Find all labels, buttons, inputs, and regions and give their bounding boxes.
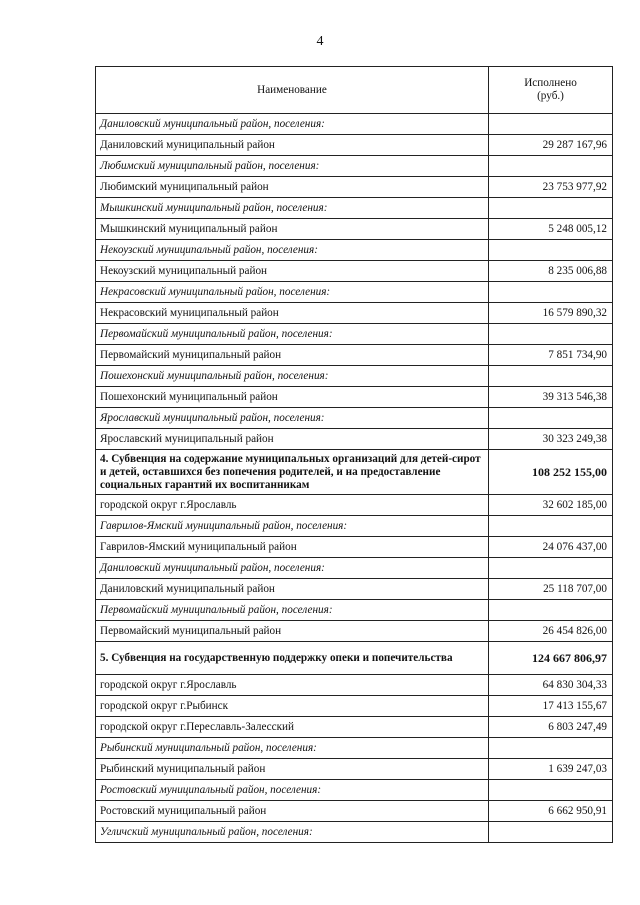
district-subheading-row xyxy=(96,114,613,135)
row-name: Даниловский муниципальный район xyxy=(96,135,489,156)
row-amount: 25 118 707,00 xyxy=(489,579,613,600)
row-amount xyxy=(489,114,613,135)
district-subheading-row xyxy=(96,738,613,759)
district-subheading-row xyxy=(96,282,613,303)
district-subheading-row xyxy=(96,198,613,219)
table-row xyxy=(96,387,613,408)
district-subheading-row xyxy=(96,600,613,621)
row-amount xyxy=(489,516,613,537)
table-row xyxy=(96,537,613,558)
district-subheading-row xyxy=(96,240,613,261)
table-header-row xyxy=(96,67,613,114)
row-amount: 124 667 806,97 xyxy=(489,642,613,675)
row-amount: 1 639 247,03 xyxy=(489,759,613,780)
row-amount xyxy=(489,738,613,759)
row-name: Ростовский муниципальный район xyxy=(96,801,489,822)
row-name: 5. Субвенция на государственную поддержку опеки и попечительства xyxy=(96,642,489,675)
table-row xyxy=(96,219,613,240)
row-name: Рыбинский муниципальный район xyxy=(96,759,489,780)
row-amount xyxy=(489,366,613,387)
table-row xyxy=(96,135,613,156)
row-amount xyxy=(489,558,613,579)
table-row xyxy=(96,579,613,600)
district-subheading-row xyxy=(96,324,613,345)
row-name: Некрасовский муниципальный район xyxy=(96,303,489,324)
row-amount: 6 662 950,91 xyxy=(489,801,613,822)
row-name: Гаврилов-Ямский муниципальный район xyxy=(96,537,489,558)
table-row xyxy=(96,696,613,717)
section-total-row xyxy=(96,450,613,495)
row-amount xyxy=(489,198,613,219)
district-subheading-row xyxy=(96,822,613,843)
table-row xyxy=(96,759,613,780)
row-name: Первомайский муниципальный район, поселения: xyxy=(96,324,489,345)
row-name: Даниловский муниципальный район, поселения: xyxy=(96,558,489,579)
row-amount: 64 830 304,33 xyxy=(489,675,613,696)
row-amount: 24 076 437,00 xyxy=(489,537,613,558)
row-amount: 29 287 167,96 xyxy=(489,135,613,156)
table-row xyxy=(96,801,613,822)
row-name: Ростовский муниципальный район, поселения: xyxy=(96,780,489,801)
row-name: Даниловский муниципальный район, поселения: xyxy=(96,114,489,135)
row-name: Пошехонский муниципальный район, поселения: xyxy=(96,366,489,387)
row-amount xyxy=(489,600,613,621)
district-subheading-row xyxy=(96,516,613,537)
row-name: Любимский муниципальный район xyxy=(96,177,489,198)
row-name: 4. Субвенция на содержание муниципальных организаций для детей-сирот и детей, оставшихся без попечения родителей, и на предоставление социальных гарантий их воспитанникам xyxy=(96,450,489,495)
row-name: городской округ г.Ярославль xyxy=(96,495,489,516)
table-body xyxy=(96,114,613,843)
row-name: Первомайский муниципальный район xyxy=(96,345,489,366)
table-row xyxy=(96,429,613,450)
row-amount xyxy=(489,780,613,801)
row-name: Рыбинский муниципальный район, поселения: xyxy=(96,738,489,759)
table-row xyxy=(96,717,613,738)
row-amount xyxy=(489,324,613,345)
row-name: Некоузский муниципальный район, поселения: xyxy=(96,240,489,261)
row-amount: 39 313 546,38 xyxy=(489,387,613,408)
row-amount: 108 252 155,00 xyxy=(489,450,613,495)
row-name: Гаврилов-Ямский муниципальный район, поселения: xyxy=(96,516,489,537)
row-amount: 17 413 155,67 xyxy=(489,696,613,717)
header-executed: Исполнено (руб.) xyxy=(489,67,613,114)
row-name: Мышкинский муниципальный район xyxy=(96,219,489,240)
row-name: городской округ г.Рыбинск xyxy=(96,696,489,717)
row-name: Некоузский муниципальный район xyxy=(96,261,489,282)
row-amount: 23 753 977,92 xyxy=(489,177,613,198)
page-number: 4 xyxy=(316,34,324,49)
budget-execution-table xyxy=(95,66,613,843)
row-amount xyxy=(489,156,613,177)
table-row xyxy=(96,621,613,642)
row-name: городской округ г.Ярославль xyxy=(96,675,489,696)
row-name: Пошехонский муниципальный район xyxy=(96,387,489,408)
row-amount: 8 235 006,88 xyxy=(489,261,613,282)
row-amount: 30 323 249,38 xyxy=(489,429,613,450)
table-row xyxy=(96,345,613,366)
row-name: Некрасовский муниципальный район, поселения: xyxy=(96,282,489,303)
row-amount xyxy=(489,408,613,429)
district-subheading-row xyxy=(96,408,613,429)
row-name: Первомайский муниципальный район xyxy=(96,621,489,642)
row-amount: 5 248 005,12 xyxy=(489,219,613,240)
row-amount: 7 851 734,90 xyxy=(489,345,613,366)
row-name: Угличский муниципальный район, поселения: xyxy=(96,822,489,843)
table-row xyxy=(96,675,613,696)
district-subheading-row xyxy=(96,780,613,801)
header-name: Наименование xyxy=(96,67,489,114)
district-subheading-row xyxy=(96,366,613,387)
row-name: Ярославский муниципальный район, поселения: xyxy=(96,408,489,429)
row-name: Ярославский муниципальный район xyxy=(96,429,489,450)
row-amount xyxy=(489,282,613,303)
row-name: городской округ г.Переславль-Залесский xyxy=(96,717,489,738)
row-amount: 32 602 185,00 xyxy=(489,495,613,516)
table-row xyxy=(96,177,613,198)
row-amount xyxy=(489,240,613,261)
district-subheading-row xyxy=(96,156,613,177)
section-total-row xyxy=(96,642,613,675)
row-amount xyxy=(489,822,613,843)
table-row xyxy=(96,495,613,516)
row-amount: 16 579 890,32 xyxy=(489,303,613,324)
row-name: Мышкинский муниципальный район, поселения: xyxy=(96,198,489,219)
row-amount: 6 803 247,49 xyxy=(489,717,613,738)
row-name: Первомайский муниципальный район, поселения: xyxy=(96,600,489,621)
row-amount: 26 454 826,00 xyxy=(489,621,613,642)
district-subheading-row xyxy=(96,558,613,579)
table-row xyxy=(96,261,613,282)
table-row xyxy=(96,303,613,324)
row-name: Любимский муниципальный район, поселения: xyxy=(96,156,489,177)
row-name: Даниловский муниципальный район xyxy=(96,579,489,600)
